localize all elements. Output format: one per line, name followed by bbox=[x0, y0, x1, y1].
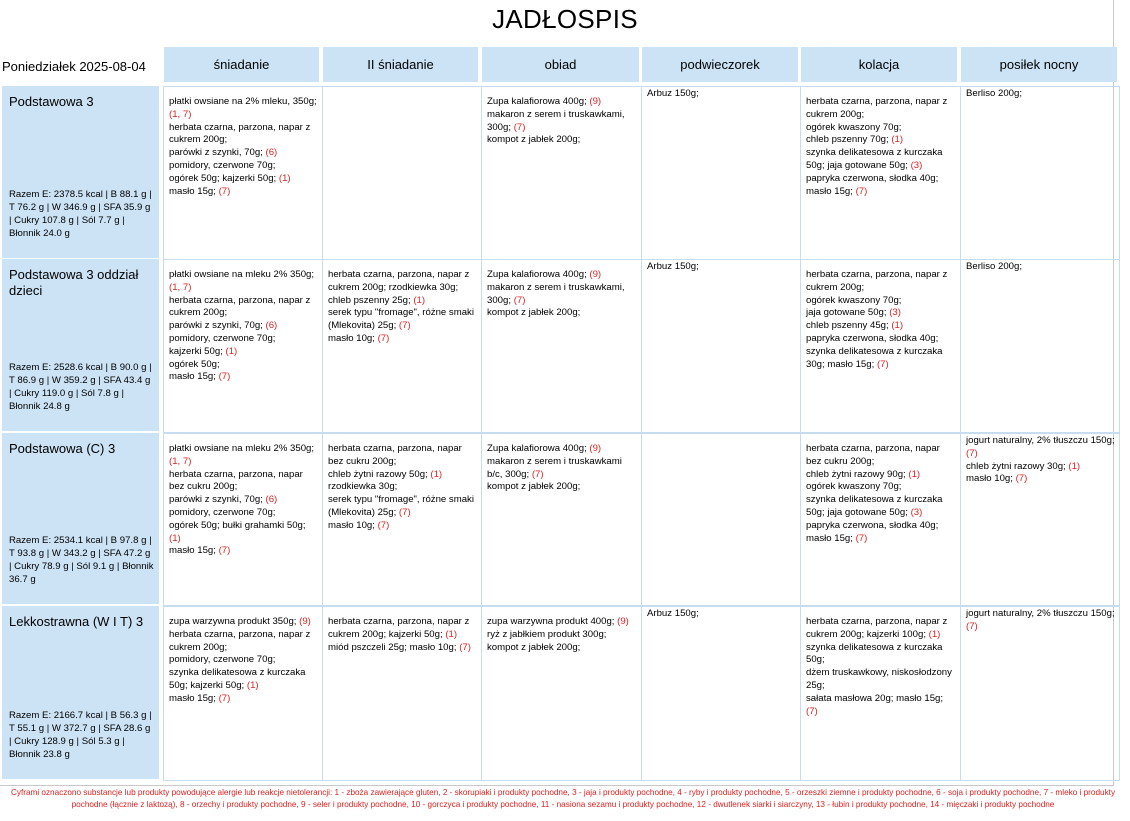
allergen-code: (9) bbox=[617, 616, 629, 627]
allergen-code: (1, 7) bbox=[169, 281, 192, 293]
allergen-code: (7) bbox=[513, 294, 526, 306]
meal-cell bbox=[800, 433, 961, 606]
menu-item: Berliso 200g; bbox=[966, 88, 1022, 99]
menu-item: herbata czarna, parzona, napar bez cukru 200g; bbox=[328, 443, 462, 467]
diet-row-header bbox=[2, 606, 159, 779]
menu-item: chleb żytni razowy 90g; bbox=[806, 468, 909, 480]
allergen-code: (6) bbox=[265, 494, 278, 506]
allergen-code: (9) bbox=[299, 616, 311, 627]
allergen-code: (9) bbox=[589, 269, 602, 280]
menu-item: parówki z szynki, 70g; bbox=[169, 147, 266, 159]
date-label: Poniedziałek 2025-08-04 bbox=[2, 59, 146, 74]
meal-cell bbox=[800, 259, 961, 433]
meal-cell bbox=[960, 606, 1120, 781]
meal-cell bbox=[960, 259, 1120, 433]
allergen-code: (1) bbox=[1068, 460, 1081, 472]
diet-row-header bbox=[2, 259, 159, 431]
menu-item: kompot z jabłek 200g; bbox=[487, 134, 581, 146]
menu-item: masło 15g; bbox=[806, 532, 856, 544]
menu-item: herbata czarna, parzona, napar z cukrem 200g; rzodkiewka 30g; bbox=[328, 269, 470, 293]
allergen-code: (7) bbox=[1015, 473, 1028, 485]
allergen-code: (1) bbox=[278, 172, 291, 184]
allergen-code: (1) bbox=[413, 294, 426, 306]
diet-name: Podstawowa 3 bbox=[9, 94, 94, 109]
menu-item: miód pszczeli 25g; masło 10g; bbox=[328, 641, 460, 653]
menu-item: szynka delikatesowa z kurczaka 50g; jaja gotowane 50g; bbox=[806, 147, 943, 171]
meal-cell bbox=[800, 606, 961, 781]
meal-cell bbox=[481, 606, 642, 781]
menu-item: sałata masłowa 20g; masło 15g; bbox=[806, 692, 944, 704]
meal-cell bbox=[322, 86, 482, 260]
meal-cell bbox=[163, 86, 323, 260]
menu-item: pomidory, czerwone 70g; bbox=[169, 332, 276, 344]
meal-cell bbox=[641, 606, 801, 781]
meal-cell bbox=[322, 606, 482, 781]
allergen-code: (7) bbox=[218, 185, 231, 197]
menu-item: makaron z serem i truskawkami b/c, 300g; bbox=[487, 455, 622, 480]
menu-item: Zupa kalafiorowa 400g; bbox=[487, 269, 590, 280]
meal-cell bbox=[960, 86, 1120, 260]
allergen-code: (7) bbox=[531, 468, 544, 480]
menu-item: masło 15g; bbox=[169, 545, 219, 557]
allergen-code: (7) bbox=[513, 121, 526, 133]
allergen-footnote: Cyframi oznaczono substancje lub produkty powodujące alergie lub reakcje nietolerancji: 1 - zboża zawierające gluten, 2 - skorupiaki i produkty pochodne, 3 - jaja i produkty pochodne, 4 - ryby i produkty pochodne, 5 - orzeszki ziemne i produkty pochodne, 6 - soja i produkty pochodne, 7 - mleko i produkty pochodne (łącznie z laktozą), 8 - orzechy i produkty pochodne, 9 - seler i produkty pochodne, 10 - gorczyca i produkty pochodne, 11 - nasiona sezamu i produkty pochodne, 12 - dwutlenek siarki i siarczyny, 13 - łubin i produkty pochodne, 14 - mięczaki i produkty pochodne bbox=[10, 788, 1116, 809]
allergen-code: (1) bbox=[908, 468, 921, 480]
allergen-code: (3) bbox=[889, 307, 901, 319]
menu-item: jaja gotowane 50g; bbox=[806, 307, 890, 319]
meal-cell bbox=[481, 433, 642, 606]
menu-item: pomidory, czerwone 70g; bbox=[169, 506, 276, 518]
menu-item: herbata czarna, parzona, napar bez cukru 200g; bbox=[169, 468, 303, 493]
allergen-code: (7) bbox=[966, 620, 978, 632]
menu-item: makaron z serem i truskawkami, 300g; bbox=[487, 281, 625, 306]
meal-header: obiad bbox=[482, 47, 639, 82]
allergen-code: (7) bbox=[377, 332, 390, 344]
menu-item: masło 15g; bbox=[169, 692, 219, 704]
diet-row-header bbox=[2, 433, 159, 604]
menu-item: płatki owsiane na mleku 2% 350g; bbox=[169, 269, 315, 280]
meal-cell bbox=[163, 433, 323, 606]
menu-item: serek typu "fromage", różne smaki (Mlekovita) 25g; bbox=[328, 494, 474, 518]
meal-cell bbox=[163, 259, 323, 433]
menu-item: ogórek 50g; kajzerki 50g; bbox=[169, 172, 279, 184]
menu-item: masło 15g; bbox=[169, 371, 219, 383]
nutrition-summary: Razem E: 2534.1 kcal | B 97.8 g | T 93.8 g | W 343.2 g | SFA 47.2 g | Cukry 78.9 g | Sól 9.1 g | Błonnik 36.7 g bbox=[9, 535, 154, 585]
meal-cell bbox=[641, 433, 801, 606]
menu-item: chleb pszenny 45g; bbox=[806, 320, 892, 332]
meal-cell bbox=[322, 433, 482, 606]
menu-item: herbata czarna, parzona, napar z cukrem 200g; bbox=[806, 96, 948, 120]
menu-item: kompot z jabłek 200g; bbox=[487, 481, 581, 493]
menu-item: dżem truskawkowy, niskosłodzony 25g; bbox=[806, 667, 952, 691]
allergen-code: (1) bbox=[246, 679, 259, 691]
allergen-code: (7) bbox=[855, 532, 868, 544]
allergen-code: (1) bbox=[225, 345, 238, 357]
allergen-code: (7) bbox=[966, 447, 978, 459]
diet-name: Podstawowa 3 oddział dzieci bbox=[9, 267, 139, 298]
menu-item: jogurt naturalny, 2% tłuszczu 150g; bbox=[966, 608, 1115, 619]
menu-item: pomidory, czerwone 70g; bbox=[169, 159, 276, 171]
menu-item: herbata czarna, parzona, napar bez cukru 200g; bbox=[806, 443, 940, 467]
menu-item: herbata czarna, parzona, napar z cukrem 200g; kajzerki 50g; bbox=[328, 616, 470, 640]
menu-item: szynka delikatesowa z kurczaka 50g; jaja gotowane 50g; bbox=[806, 494, 943, 518]
menu-item: herbata czarna, parzona, napar z cukrem 200g; bbox=[169, 294, 311, 319]
menu-item: kompot z jabłek 200g; bbox=[487, 641, 581, 653]
allergen-code: (7) bbox=[398, 320, 411, 332]
allergen-code: (7) bbox=[218, 371, 231, 383]
diet-row-header bbox=[2, 86, 159, 258]
allergen-code: (1) bbox=[445, 628, 458, 640]
menu-item: herbata czarna, parzona, napar z cukrem 200g; bbox=[806, 269, 948, 293]
allergen-code: (7) bbox=[806, 705, 818, 717]
menu-item: makaron z serem i truskawkami, 300g; bbox=[487, 108, 625, 133]
allergen-code: (7) bbox=[876, 358, 889, 370]
menu-item: masło 10g; bbox=[328, 332, 378, 344]
allergen-code: (1) bbox=[169, 532, 181, 544]
menu-item: masło 15g; bbox=[169, 185, 219, 197]
menu-item: chleb pszenny 25g; bbox=[328, 294, 414, 306]
menu-item: zupa warzywna produkt 350g; bbox=[169, 616, 300, 627]
allergen-code: (7) bbox=[459, 641, 471, 653]
nutrition-summary: Razem E: 2378.5 kcal | B 88.1 g | T 76.2 g | W 346.9 g | SFA 35.9 g | Cukry 107.8 g | Sól 7.7 g | Błonnik 24.0 g bbox=[9, 189, 152, 239]
menu-item: Zupa kalafiorowa 400g; bbox=[487, 443, 590, 454]
menu-item: rzodkiewka 30g; bbox=[328, 481, 398, 493]
allergen-code: (1, 7) bbox=[169, 455, 192, 467]
menu-item: herbata czarna, parzona, napar z cukrem 200g; bbox=[169, 628, 311, 653]
menu-item: szynka delikatesowa z kurczaka 50g; bbox=[806, 641, 943, 666]
diet-name: Podstawowa (C) 3 bbox=[9, 441, 116, 456]
menu-item: ogórek 50g; bułki grahamki 50g; bbox=[169, 519, 306, 531]
menu-item: Arbuz 150g; bbox=[647, 261, 699, 272]
menu-item: ogórek kwaszony 70g; bbox=[806, 481, 902, 493]
menu-item: parówki z szynki, 70g; bbox=[169, 320, 266, 332]
menu-item: ogórek kwaszony 70g; bbox=[806, 294, 902, 306]
menu-item: kajzerki 50g; bbox=[169, 345, 226, 357]
allergen-code: (6) bbox=[265, 147, 278, 159]
menu-item: herbata czarna, parzona, napar z cukrem 200g; bbox=[169, 121, 311, 146]
allergen-code: (1) bbox=[891, 320, 904, 332]
menu-item: chleb żytni razowy 30g; bbox=[966, 460, 1069, 472]
menu-item: pomidory, czerwone 70g; bbox=[169, 654, 276, 666]
meal-header: posiłek nocny bbox=[961, 47, 1117, 82]
allergen-code: (1, 7) bbox=[169, 108, 192, 120]
menu-item: Arbuz 150g; bbox=[647, 608, 699, 619]
allergen-code: (9) bbox=[589, 96, 602, 107]
menu-item: herbata czarna, parzona, napar z cukrem 200g; kajzerki 100g; bbox=[806, 616, 948, 640]
menu-item: masło 15g; bbox=[806, 185, 856, 197]
nutrition-summary: Razem E: 2528.6 kcal | B 90.0 g | T 86.9 g | W 359.2 g | SFA 43.4 g | Cukry 119.0 g | Sól 7.8 g | Błonnik 24.8 g bbox=[9, 362, 152, 412]
menu-item: ogórek kwaszony 70g; bbox=[806, 121, 902, 133]
meal-cell bbox=[641, 259, 801, 433]
menu-item: szynka delikatesowa z kurczaka 50g; kajzerki 50g; bbox=[169, 667, 306, 691]
allergen-code: (7) bbox=[377, 519, 390, 531]
meal-cell bbox=[163, 606, 323, 781]
menu-item: szynka delikatesowa z kurczaka 30g; masło 15g; bbox=[806, 345, 943, 370]
menu-item: Zupa kalafiorowa 400g; bbox=[487, 96, 590, 107]
meal-header: podwieczorek bbox=[642, 47, 798, 82]
nutrition-summary: Razem E: 2166.7 kcal | B 56.3 g | T 55.1 g | W 372.7 g | SFA 28.6 g | Cukry 128.9 g | Sól 5.3 g | Błonnik 23.8 g bbox=[9, 710, 152, 760]
allergen-code: (3) bbox=[910, 159, 923, 171]
allergen-code: (9) bbox=[589, 443, 602, 454]
allergen-code: (7) bbox=[218, 692, 231, 704]
meal-cell bbox=[481, 86, 642, 260]
menu-item: Arbuz 150g; bbox=[647, 88, 699, 99]
allergen-code: (1) bbox=[891, 134, 904, 146]
menu-item: masło 10g; bbox=[966, 473, 1016, 485]
menu-item: papryka czerwona, słodka 40g; bbox=[806, 519, 939, 531]
meal-cell bbox=[322, 259, 482, 433]
allergen-code: (6) bbox=[265, 320, 278, 332]
allergen-code: (7) bbox=[398, 506, 411, 518]
meal-cell bbox=[641, 86, 801, 260]
meal-header: kolacja bbox=[801, 47, 957, 82]
menu-item: papryka czerwona, słodka 40g; bbox=[806, 332, 939, 344]
allergen-code: (7) bbox=[218, 545, 231, 557]
menu-item: kompot z jabłek 200g; bbox=[487, 307, 581, 319]
menu-item: chleb pszenny 70g; bbox=[806, 134, 892, 146]
menu-item: ogórek 50g; bbox=[169, 358, 220, 370]
meal-cell bbox=[960, 433, 1120, 606]
allergen-code: (1) bbox=[928, 628, 941, 640]
menu-item: jogurt naturalny, 2% tłuszczu 150g; bbox=[966, 435, 1115, 446]
menu-item: chleb żytni razowy 50g; bbox=[328, 468, 431, 480]
menu-item: papryka czerwona, słodka 40g; bbox=[806, 172, 939, 184]
menu-item: masło 10g; bbox=[328, 519, 378, 531]
menu-item: zupa warzywna produkt 400g; bbox=[487, 616, 618, 627]
page-title: JADŁOSPIS bbox=[492, 4, 638, 34]
allergen-code: (3) bbox=[910, 506, 923, 518]
menu-item: ryż z jabłkiem produkt 300g; bbox=[487, 628, 607, 640]
meal-header: śniadanie bbox=[164, 47, 319, 82]
menu-item: płatki owsiane na 2% mleku, 350g; bbox=[169, 96, 317, 107]
menu-item: serek typu "fromage", różne smaki (Mlekovita) 25g; bbox=[328, 307, 474, 332]
menu-item: Berliso 200g; bbox=[966, 261, 1022, 272]
menu-item: płatki owsiane na mleku 2% 350g; bbox=[169, 443, 315, 454]
diet-name: Lekkostrawna (W I T) 3 bbox=[9, 614, 144, 629]
meal-cell bbox=[481, 259, 642, 433]
allergen-code: (7) bbox=[855, 185, 868, 197]
menu-item: parówki z szynki, 70g; bbox=[169, 494, 266, 506]
meal-header: II śniadanie bbox=[323, 47, 478, 82]
meal-cell bbox=[800, 86, 961, 260]
allergen-code: (1) bbox=[430, 468, 443, 480]
